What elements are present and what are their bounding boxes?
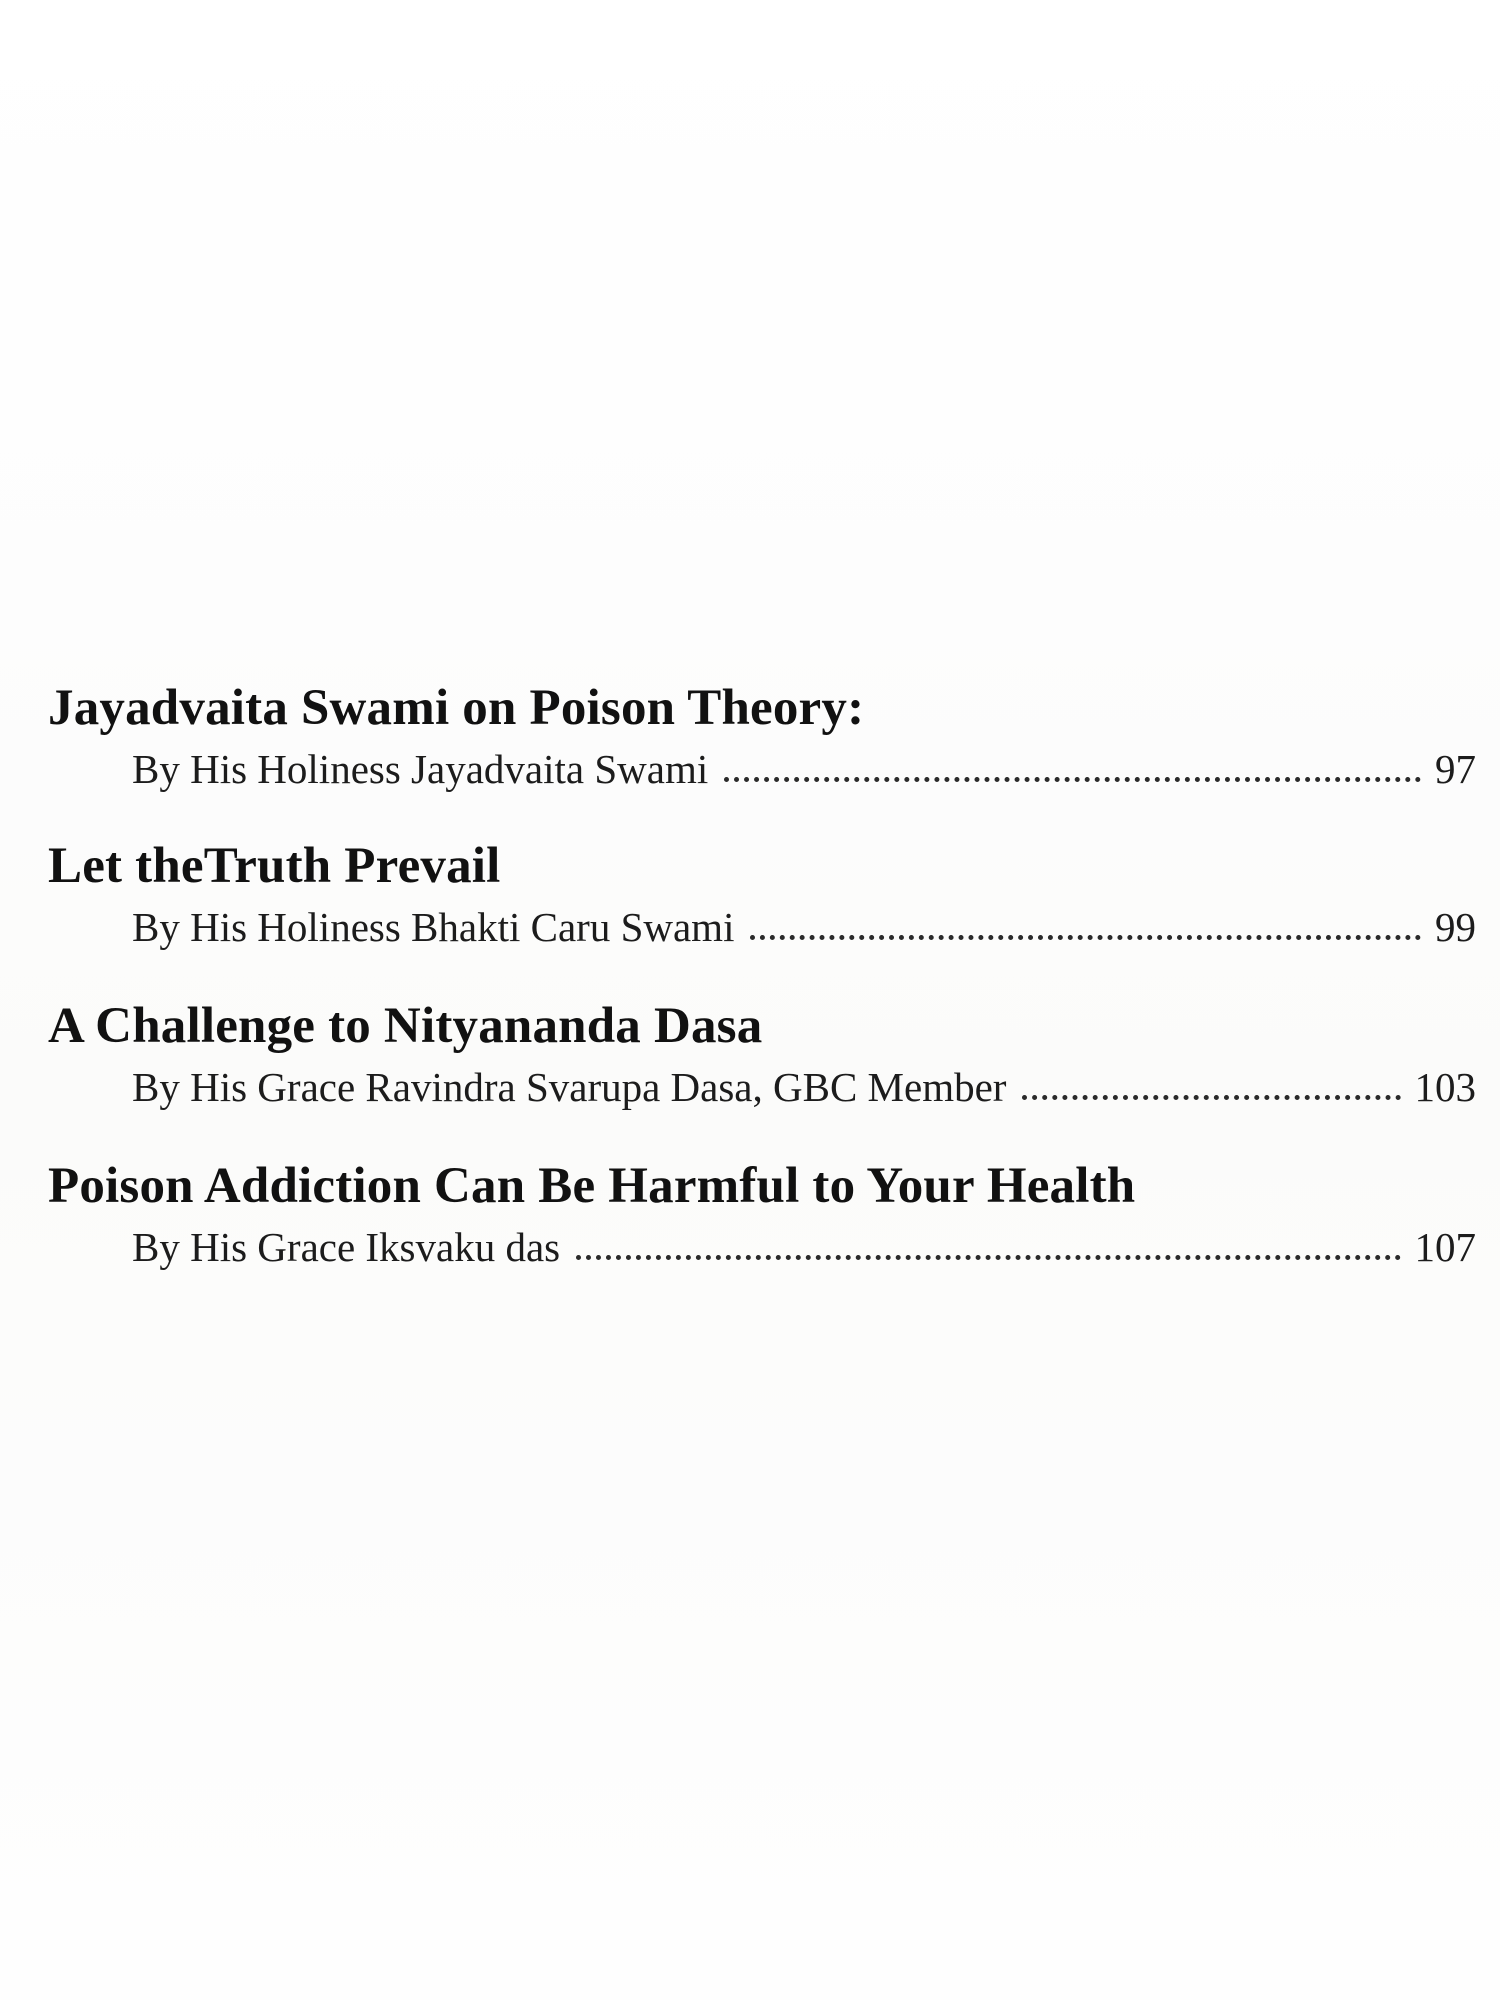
dot-leader — [576, 1255, 1400, 1260]
entry-author: By His Holiness Bhakti Caru Swami — [132, 904, 735, 950]
dot-leader — [1022, 1095, 1400, 1100]
entry-page-number: 99 — [1435, 904, 1476, 950]
entry-author: By His Grace Ravindra Svarupa Dasa, GBC Member — [132, 1064, 1007, 1110]
entry-title: Jayadvaita Swami on Poison Theory: — [48, 680, 865, 736]
entry-author: By His Holiness Jayadvaita Swami — [132, 746, 709, 792]
entry-page-number: 97 — [1435, 746, 1476, 792]
dot-leader — [724, 777, 1421, 782]
entry-author: By His Grace Iksvaku das — [132, 1224, 561, 1270]
entry-byline-row — [132, 740, 1476, 798]
entry-title: Let theTruth Prevail — [48, 838, 501, 894]
entry-title: A Challenge to Nityananda Dasa — [48, 998, 763, 1054]
entry-byline-row — [132, 1218, 1476, 1276]
dot-leader — [750, 935, 1421, 940]
toc-entry — [48, 994, 1476, 1116]
toc-entry — [48, 834, 1476, 956]
entry-page-number: 107 — [1414, 1224, 1476, 1270]
entry-page-number: 103 — [1414, 1064, 1476, 1110]
toc-entry — [48, 1154, 1476, 1276]
entry-title: Poison Addiction Can Be Harmful to Your Health — [48, 1158, 1136, 1214]
entry-byline-row — [132, 1058, 1476, 1116]
entry-byline-row — [132, 898, 1476, 956]
table-of-contents — [48, 676, 1476, 1276]
toc-entry — [48, 676, 1476, 798]
